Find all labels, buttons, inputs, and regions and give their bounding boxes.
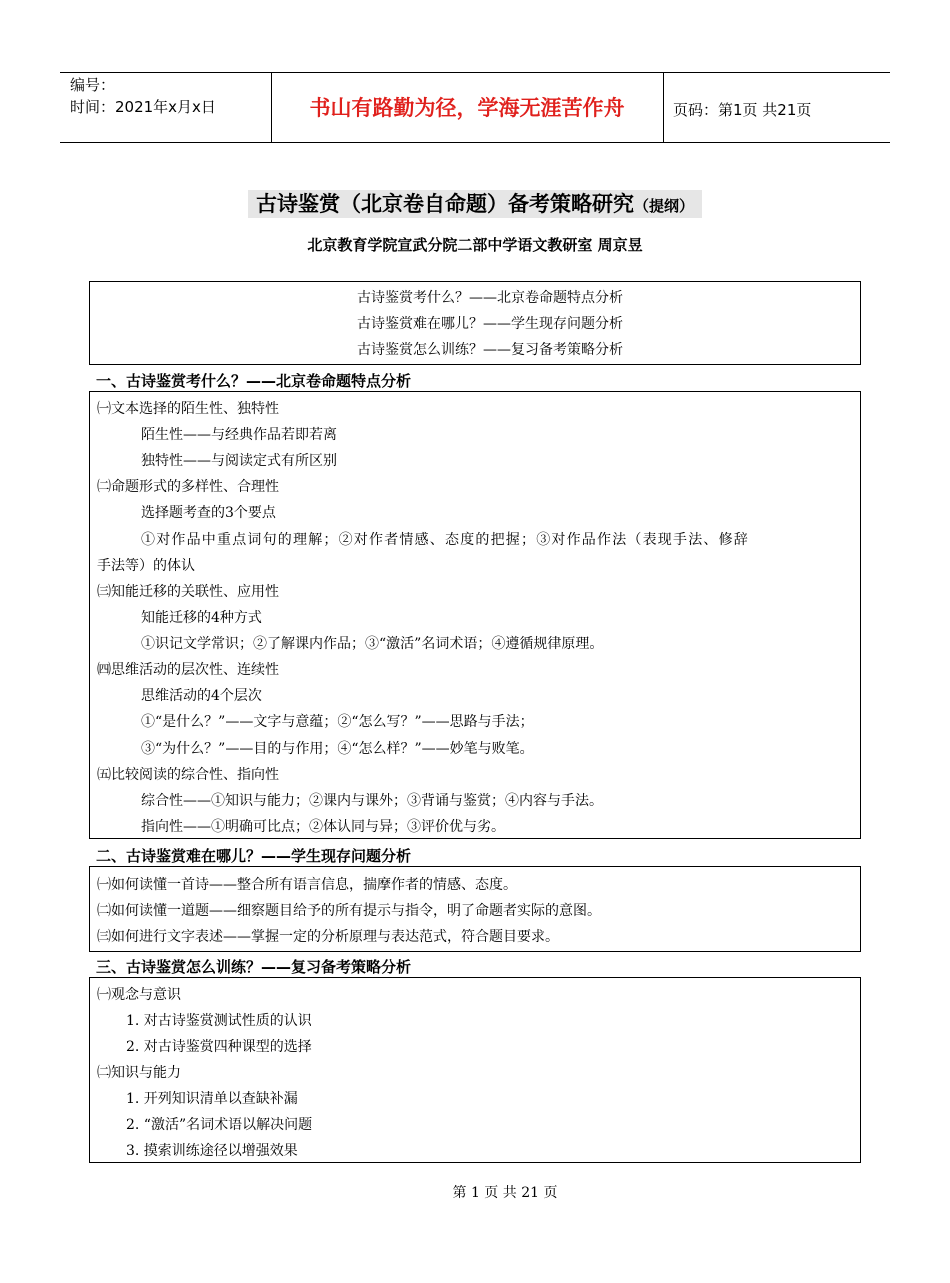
section1-line: ③“为什么？”——目的与作用；④“怎么样？”——妙笔与败笔。 — [141, 741, 534, 757]
section3-line: 2. “激活”名词术语以解决问题 — [126, 1117, 313, 1133]
section1-line: 综合性——①知识与能力；②课内与课外；③背诵与鉴赏；④内容与手法。 — [141, 793, 603, 809]
section1-line: 独特性——与阅读定式有所区别 — [141, 453, 337, 469]
section3-box — [89, 977, 861, 1163]
toc-line: 古诗鉴赏考什么？——北京卷命题特点分析 — [357, 290, 623, 306]
toc-line: 古诗鉴赏难在哪儿？——学生现存问题分析 — [357, 316, 623, 332]
section1-line: ①识记文学常识；②了解课内作品；③“激活”名词术语；④遵循规律原理。 — [141, 636, 604, 652]
section1-line: ㈠文本选择的陌生性、独特性 — [97, 401, 279, 417]
section1-line: 手法等）的体认 — [97, 558, 195, 574]
header-time-label: 时间：2021年x月x日 — [70, 98, 216, 116]
header-divider-right — [663, 72, 664, 142]
header-motto: 书山有路勤为径，学海无涯苦作舟 — [309, 96, 625, 120]
section1-line: 指向性——①明确可比点；②体认同与异；③评价优与劣。 — [141, 819, 505, 835]
section1-line: 陌生性——与经典作品若即若离 — [141, 427, 337, 443]
section1-line: ①“是什么？”——文字与意蕴；②“怎么写？”——思路与手法； — [141, 714, 534, 730]
title-main: 古诗鉴赏（北京卷自命题）备考策略研究 — [255, 192, 634, 216]
section2-heading: 二、古诗鉴赏难在哪儿？——学生现存问题分析 — [96, 847, 412, 865]
section1-line: ㈤比较阅读的综合性、指向性 — [97, 767, 279, 783]
section1-line: ㈡命题形式的多样性、合理性 — [97, 479, 279, 495]
section1-line: 知能迁移的4种方式 — [141, 610, 262, 626]
document-author: 北京教育学院宣武分院二部中学语文教研室 周京昱 — [307, 236, 643, 254]
document-title — [0, 188, 950, 218]
section3-line: 2. 对古诗鉴赏四种课型的选择 — [126, 1039, 312, 1055]
section1-line: ㈣思维活动的层次性、连续性 — [97, 662, 279, 678]
section2-line: ㈢如何进行文字表述——掌握一定的分析原理与表达范式，符合题目要求。 — [97, 929, 559, 945]
toc-box — [89, 281, 861, 365]
title-sub: （提纲） — [633, 197, 694, 215]
section3-heading: 三、古诗鉴赏怎么训练？——复习备考策略分析 — [96, 958, 412, 976]
toc-line: 古诗鉴赏怎么训练？——复习备考策略分析 — [357, 342, 623, 358]
header-number-label: 编号： — [70, 76, 116, 94]
section1-line: 思维活动的4个层次 — [141, 688, 262, 704]
section3-line: 1. 对古诗鉴赏测试性质的认识 — [126, 1013, 312, 1029]
section1-heading: 一、古诗鉴赏考什么？——北京卷命题特点分析 — [96, 372, 412, 390]
header-page-label: 页码：第1页 共21页 — [673, 101, 812, 119]
page-footer: 第 1 页 共 21 页 — [452, 1185, 558, 1201]
section3-line: 3. 摸索训练途径以增强效果 — [126, 1143, 298, 1159]
section3-line: ㈠观念与意识 — [97, 987, 181, 1003]
section3-line: 1. 开列知识清单以查缺补漏 — [126, 1091, 298, 1107]
title-highlight — [248, 190, 702, 218]
section1-line: 选择题考查的3个要点 — [141, 505, 276, 521]
section2-line: ㈡如何读懂一道题——细察题目给予的所有提示与指令，明了命题者实际的意图。 — [97, 903, 601, 919]
section2-line: ㈠如何读懂一首诗——整合所有语言信息，揣摩作者的情感、态度。 — [97, 877, 517, 893]
section3-line: ㈡知识与能力 — [97, 1065, 181, 1081]
section1-line: ①对作品中重点词句的理解；②对作者情感、态度的把握；③对作品作法（表现手法、修辞 — [141, 532, 749, 548]
section1-line: ㈢知能迁移的关联性、应用性 — [97, 584, 279, 600]
header-bottom-rule — [60, 142, 890, 143]
